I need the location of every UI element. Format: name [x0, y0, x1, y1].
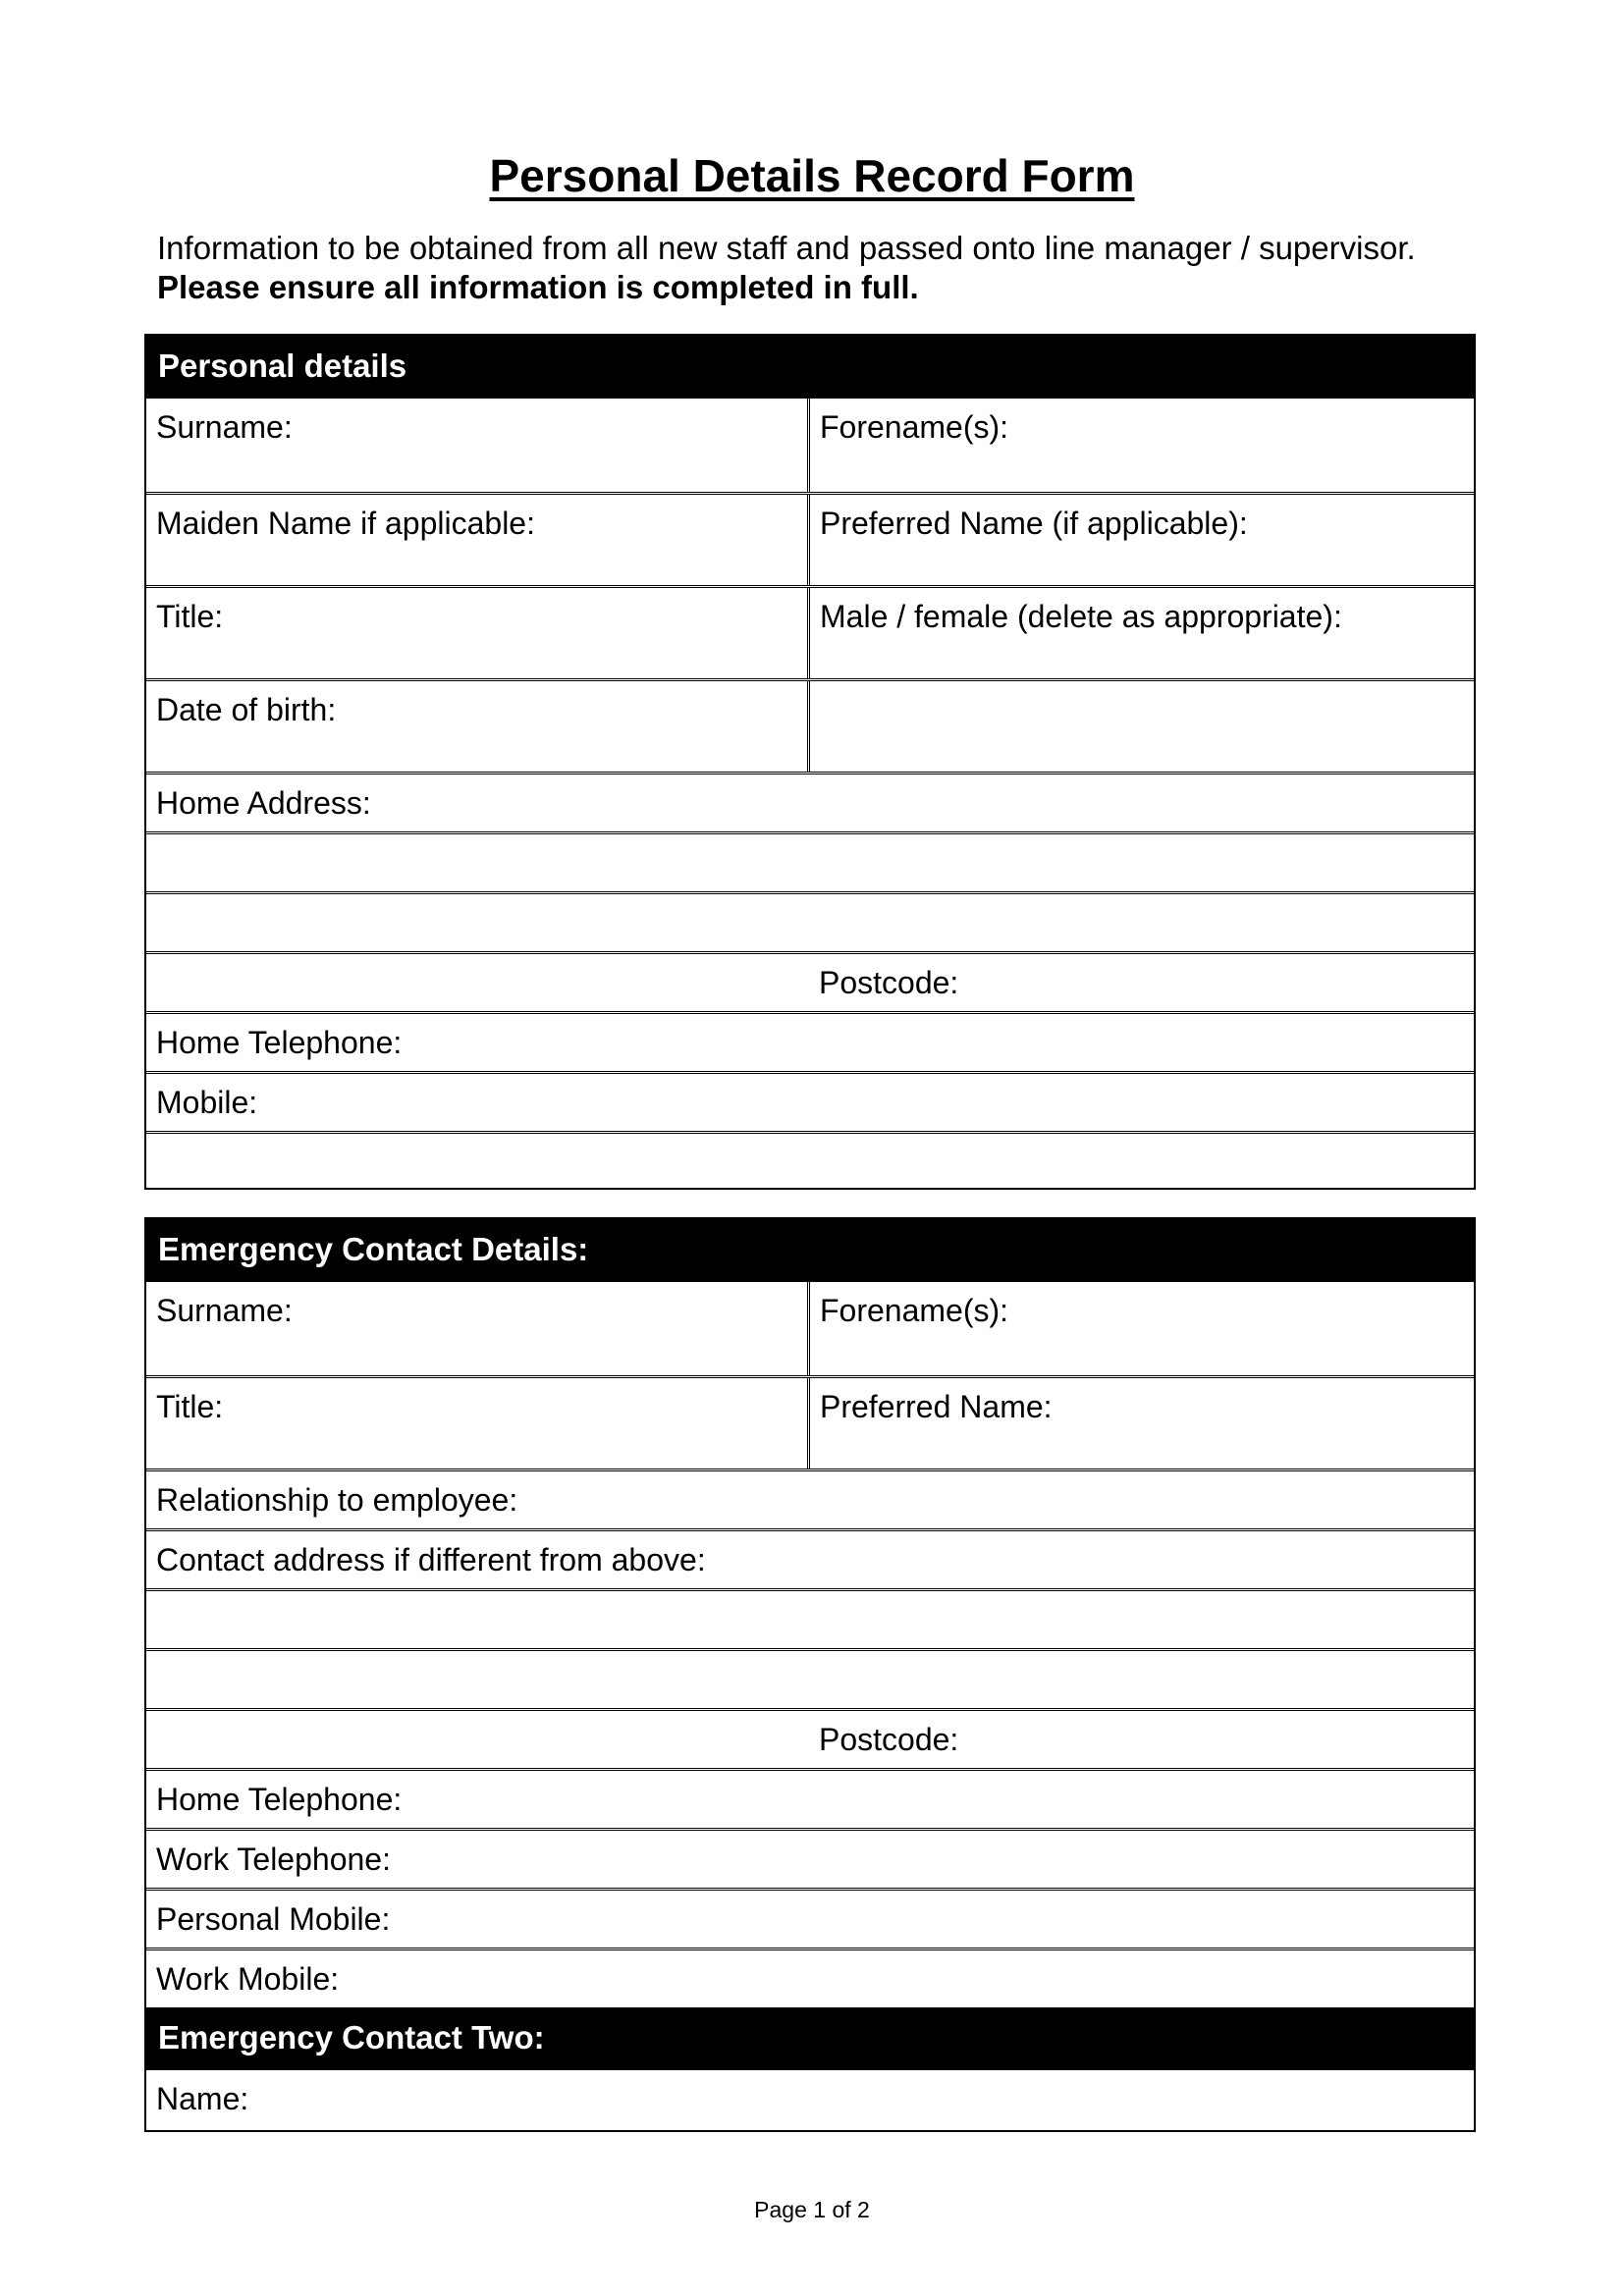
section-header-emergency-two: Emergency Contact Two:: [146, 2007, 1474, 2070]
intro-instruction: Please ensure all information is completed in full.: [157, 269, 919, 305]
address-line-field[interactable]: [146, 1591, 1474, 1648]
personal-details-section: [144, 334, 1476, 1190]
form-row: [146, 1528, 1474, 1588]
form-row: [146, 1131, 1474, 1191]
work-mobile-field[interactable]: Work Mobile:: [156, 1961, 340, 1997]
intro-line: Information to be obtained from all new staff and passed onto line manager / supervisor.: [157, 230, 1416, 266]
name-field[interactable]: Name:: [156, 2081, 249, 2116]
address-line-field[interactable]: [146, 894, 1474, 951]
contact-address-field[interactable]: Contact address if different from above:: [156, 1542, 706, 1577]
relationship-field[interactable]: Relationship to employee:: [156, 1482, 518, 1518]
preferred-name-field[interactable]: Preferred Name (if applicable):: [820, 506, 1248, 541]
forenames-field[interactable]: Forename(s):: [820, 1293, 1009, 1328]
surname-field[interactable]: Surname:: [146, 399, 810, 492]
form-row: [146, 399, 1474, 492]
intro-text: [157, 229, 1416, 307]
page-number: Page 1 of 2: [754, 2197, 870, 2222]
home-telephone-field[interactable]: Home Telephone:: [156, 1782, 403, 1817]
form-row: [146, 1468, 1474, 1528]
form-row: [146, 891, 1474, 951]
mobile-field[interactable]: Mobile:: [156, 1085, 258, 1120]
preferred-name-field[interactable]: Preferred Name:: [820, 1389, 1053, 1424]
page-title: Personal Details Record Form: [489, 150, 1135, 201]
form-row: [146, 831, 1474, 891]
work-telephone-field[interactable]: Work Telephone:: [156, 1842, 391, 1877]
blank-field[interactable]: [810, 681, 1474, 772]
form-row: [146, 1648, 1474, 1708]
form-row: [146, 1948, 1474, 2007]
address-line-field[interactable]: [146, 834, 1474, 891]
form-row: [146, 1071, 1474, 1131]
form-row: [146, 2070, 1474, 2130]
emergency-contact-section: [144, 1217, 1476, 2132]
postcode-field[interactable]: Postcode:: [819, 965, 959, 1000]
forenames-field[interactable]: Forename(s):: [820, 409, 1009, 445]
title-field[interactable]: Title:: [146, 1378, 810, 1468]
dob-field[interactable]: Date of birth:: [146, 681, 810, 772]
form-row: [146, 951, 1474, 1011]
section-header-personal: Personal details: [146, 336, 1474, 399]
form-row: [146, 492, 1474, 585]
postcode-field[interactable]: Postcode:: [819, 1722, 959, 1757]
form-row: [146, 1588, 1474, 1648]
home-address-field[interactable]: Home Address:: [156, 785, 371, 821]
form-row: [146, 1011, 1474, 1071]
maiden-name-field[interactable]: Maiden Name if applicable:: [146, 495, 810, 585]
form-row: [146, 1768, 1474, 1828]
form-row: [146, 1282, 1474, 1375]
form-row: [146, 678, 1474, 772]
home-telephone-field[interactable]: Home Telephone:: [156, 1025, 403, 1060]
form-row: [146, 1888, 1474, 1948]
form-row: [146, 585, 1474, 678]
title-field[interactable]: Title:: [146, 588, 810, 678]
personal-mobile-field[interactable]: Personal Mobile:: [156, 1901, 391, 1937]
surname-field[interactable]: Surname:: [146, 1282, 810, 1375]
address-line-field[interactable]: [146, 1651, 1474, 1708]
blank-field[interactable]: [146, 1134, 1474, 1191]
form-row: [146, 772, 1474, 831]
section-header-emergency: Emergency Contact Details:: [146, 1219, 1474, 1282]
form-row: [146, 1828, 1474, 1888]
form-row: [146, 1375, 1474, 1468]
gender-field[interactable]: Male / female (delete as appropriate):: [820, 599, 1342, 634]
form-row: [146, 1708, 1474, 1768]
